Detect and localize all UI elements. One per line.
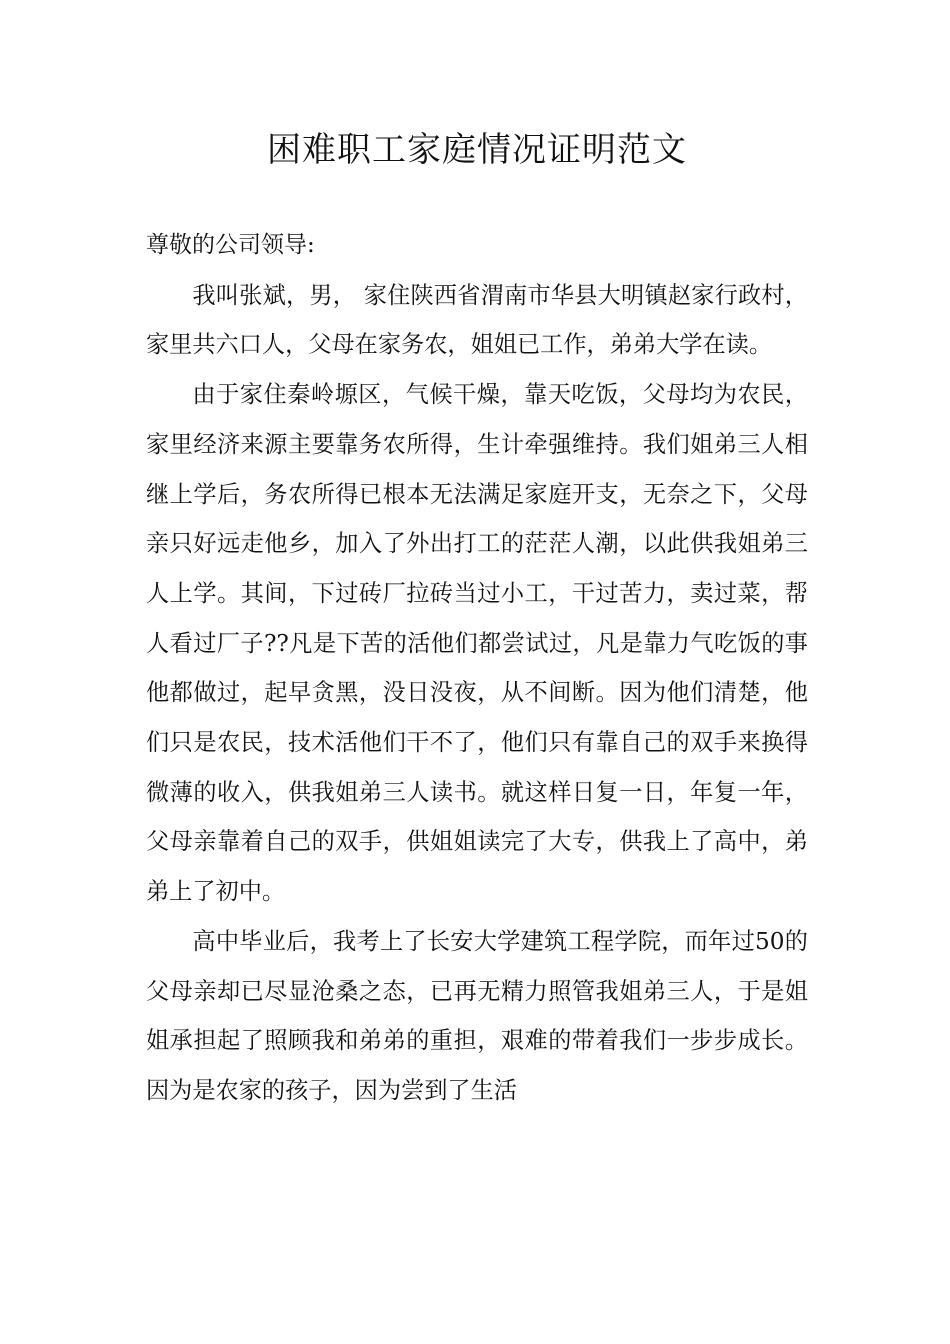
paragraph-3: 高中毕业后，我考上了长安大学建筑工程学院，而年过50的父母亲却已尽显沧桑之态，已再无精力照管我姐弟三人，于是姐姐承担起了照顾我和弟弟的重担，艰难的带着我们一步步成长。因为是农家的孩子，因为尝到了生活 <box>146 927 808 1104</box>
paragraph-2: 由于家住秦岭塬区，气候干燥，靠天吃饭，父母均为农民，家里经济来源主要靠务农所得，生计牵强维持。我们姐弟三人相继上学后，务农所得已根本无法满足家庭开支，无奈之下，父母亲只好远走他乡，加入了外出打工的茫茫人潮，以此供我姐弟三人上学。其间，下过砖厂拉砖当过小工，干过苦力，卖过菜，帮人看过厂子??凡是下苦的活他们都尝试过，凡是靠力气吃饭的事他都做过，起早贪黑，没日没夜，从不间断。因为他们清楚，他们只是农民，技术活他们干不了，他们只有靠自己的双手来换得微薄的收入，供我姐弟三人读书。就这样日复一日，年复一年，父母亲靠着自己的双手，供姐姐读完了大专，供我上了高中，弟弟上了初中。 <box>146 381 808 906</box>
document-page <box>146 125 808 1116</box>
document-title: 困难职工家庭情况证明范文 <box>267 130 687 170</box>
salutation: 尊敬的公司领导: <box>146 232 315 258</box>
paragraph-1: 我叫张斌，男， 家住陕西省渭南市华县大明镇赵家行政村，家里共六口人，父母在家务农，姐姐已工作，弟弟大学在读。 <box>146 281 808 359</box>
